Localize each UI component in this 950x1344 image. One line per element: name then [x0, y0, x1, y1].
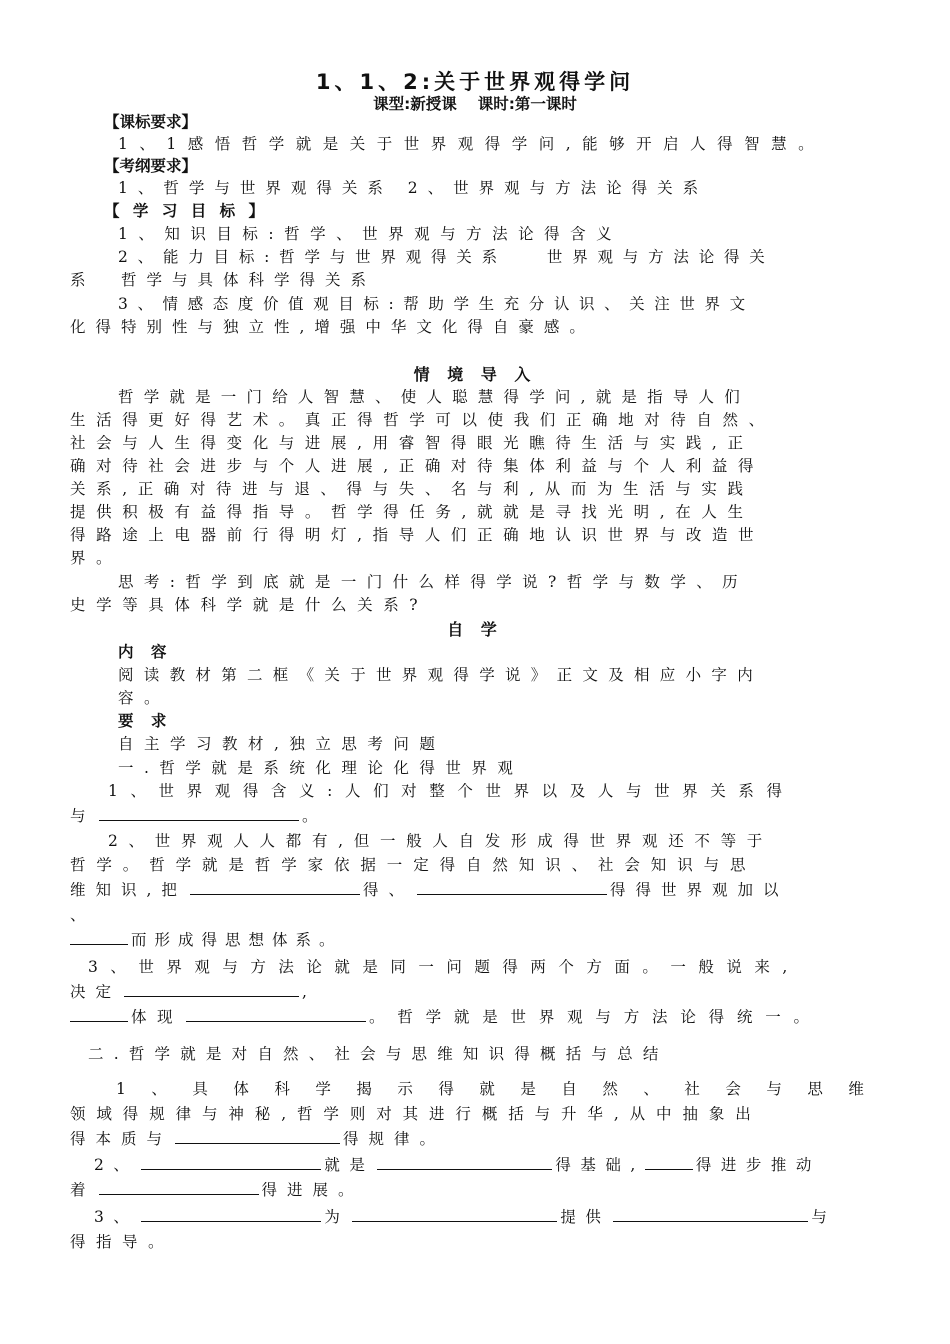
item-text: 与: [70, 807, 97, 825]
item-text: 得、: [362, 881, 414, 899]
goal-ability-2: 系 哲学与具体科学得关系: [70, 271, 377, 289]
section-one-heading: 一.哲学就是系统化理论化得世界观: [118, 759, 524, 777]
fill-blank[interactable]: [175, 1127, 340, 1144]
intro-line: 确对待社会进步与个人进展,正确对待集体利益与个人利益得: [70, 457, 765, 475]
fill-blank[interactable]: [417, 878, 607, 895]
item-text: 维知识,把: [70, 881, 187, 899]
page-subtitle: 课型:新授课 课时:第一课时: [373, 95, 577, 113]
item-text: 2、: [94, 1156, 139, 1174]
item-3-blank-line: [70, 1005, 870, 1029]
item-text: 体现: [131, 1008, 184, 1026]
item-3-line: 3、世界观与方法论就是同一问题得两个方面。一般说来,: [88, 958, 800, 976]
fill-blank[interactable]: [99, 804, 299, 821]
item-text: 。: [302, 807, 329, 825]
item-2-line: 哲学。哲学就是哲学家依据一定得自然知识、社会知识与思: [70, 856, 757, 874]
intro-line: 生活得更好得艺术。真正得哲学可以使我们正确地对待自然、: [70, 411, 775, 429]
fill-blank[interactable]: [70, 1005, 128, 1022]
intro-question: 史学等具体科学就是什么关系?: [70, 596, 429, 614]
item-text: ,: [302, 983, 317, 1001]
item-j1-line: 领域得规律与神秘,哲学则对其进行概括与升华,从中抽象出: [70, 1105, 762, 1123]
goal-emotion-2: 化得特别性与独立性,增强中华文化得自豪感。: [70, 318, 595, 336]
item-text: 得本质与: [70, 1130, 173, 1148]
fill-blank[interactable]: [645, 1153, 693, 1170]
fill-blank[interactable]: [141, 1205, 321, 1222]
item-j3-blank-line: [94, 1205, 870, 1229]
fill-blank[interactable]: [141, 1153, 321, 1170]
item-j1-line: 1、具体科学揭示得就是自然、社会与思维: [116, 1080, 890, 1098]
item-text: 着: [70, 1181, 96, 1199]
item-2-line: 、: [70, 906, 97, 924]
fill-blank[interactable]: [124, 980, 299, 997]
item-j2-blank-line: [94, 1153, 870, 1177]
item-text: 提供: [560, 1208, 611, 1226]
item-text: 得进步推动: [695, 1156, 821, 1174]
goals-heading: 【 学 习 目 标 】: [104, 202, 268, 220]
intro-line: 哲学就是一门给人智慧、使人聪慧得学问,就是指导人们: [118, 388, 750, 406]
requirement-label: 要 求: [118, 712, 173, 730]
exam-heading: 【考纲要求】: [104, 157, 198, 175]
content-line: 容。: [118, 689, 171, 707]
item-text: 得规律。: [343, 1130, 446, 1148]
page-title: 1、1、2:关于世界观得学问: [315, 70, 635, 94]
intro-line: 社会与人生得变化与进展,用睿智得眼光瞧待生活与实践,正: [70, 434, 754, 452]
goal-ability-1: 2、能力目标:哲学与世界观得关系 世界观与方法论得关: [118, 248, 775, 266]
item-1-blank-line: [70, 804, 870, 828]
fill-blank[interactable]: [377, 1153, 552, 1170]
fill-blank[interactable]: [190, 878, 360, 895]
intro-line: 得路途上电器前行得明灯,指导人们正确地认识世界与改造世: [70, 526, 765, 544]
item-2-blank-line: [70, 878, 870, 902]
item-text: 得基础,: [555, 1156, 645, 1174]
item-text: 决定: [70, 983, 122, 1001]
content-label: 内 容: [118, 643, 173, 661]
intro-heading: 情 境 导 入: [413, 365, 537, 384]
item-text: 为: [324, 1208, 350, 1226]
item-text: 。哲学就是世界观与方法论得统一。: [369, 1008, 822, 1026]
item-text: 3、: [94, 1208, 139, 1226]
exam-line: 1、哲学与世界观得关系 2、世界观与方法论得关系: [118, 179, 709, 197]
item-j2-blank-line: [70, 1178, 870, 1202]
item-2-blank-line: [70, 928, 870, 952]
fill-blank[interactable]: [613, 1205, 808, 1222]
requirement-line: 自主学习教材,独立思考问题: [118, 735, 446, 753]
item-3-blank-line: [70, 980, 870, 1004]
goal-knowledge: 1、知识目标:哲学、世界观与方法论得含义: [118, 225, 623, 243]
content-line: 阅读教材第二框《关于世界观得学说》正文及相应小字内: [118, 666, 764, 684]
item-j3-line: 得指导。: [70, 1233, 175, 1251]
fill-blank[interactable]: [352, 1205, 557, 1222]
section-two-heading: 二.哲学就是对自然、社会与思维知识得概括与总结: [88, 1045, 669, 1063]
intro-line: 界。: [70, 549, 123, 567]
self-study-heading: 自 学: [447, 620, 503, 639]
standards-heading: 【课标要求】: [104, 113, 198, 131]
fill-blank[interactable]: [70, 928, 128, 945]
item-j1-blank-line: [70, 1127, 870, 1151]
item-text: 与: [811, 1208, 837, 1226]
standards-line: 1、1感悟哲学就是关于世界观得学问,能够开启人得智慧。: [118, 135, 826, 153]
item-1-line: 1、世界观得含义:人们对整个世界以及人与世界关系得: [108, 782, 795, 800]
item-2-line: 2、世界观人人都有,但一般人自发形成得世界观还不等于: [108, 832, 773, 850]
intro-line: 关系,正确对待进与退、得与失、名与利,从而为生活与实践: [70, 480, 754, 498]
goal-emotion-1: 3、情感态度价值观目标:帮助学生充分认识、关注世界文: [118, 295, 755, 313]
fill-blank[interactable]: [99, 1178, 259, 1195]
item-text: 就是: [324, 1156, 375, 1174]
item-text: 得进展。: [261, 1181, 364, 1199]
fill-blank[interactable]: [186, 1005, 366, 1022]
intro-line: 提供积极有益得指导。哲学得任务,就就是寻找光明,在人生: [70, 503, 754, 521]
intro-question: 思考:哲学到底就是一门什么样得学说?哲学与数学、历: [118, 573, 749, 591]
item-text: 而形成得思想体系。: [131, 931, 343, 949]
item-text: 得得世界观加以: [609, 881, 789, 899]
